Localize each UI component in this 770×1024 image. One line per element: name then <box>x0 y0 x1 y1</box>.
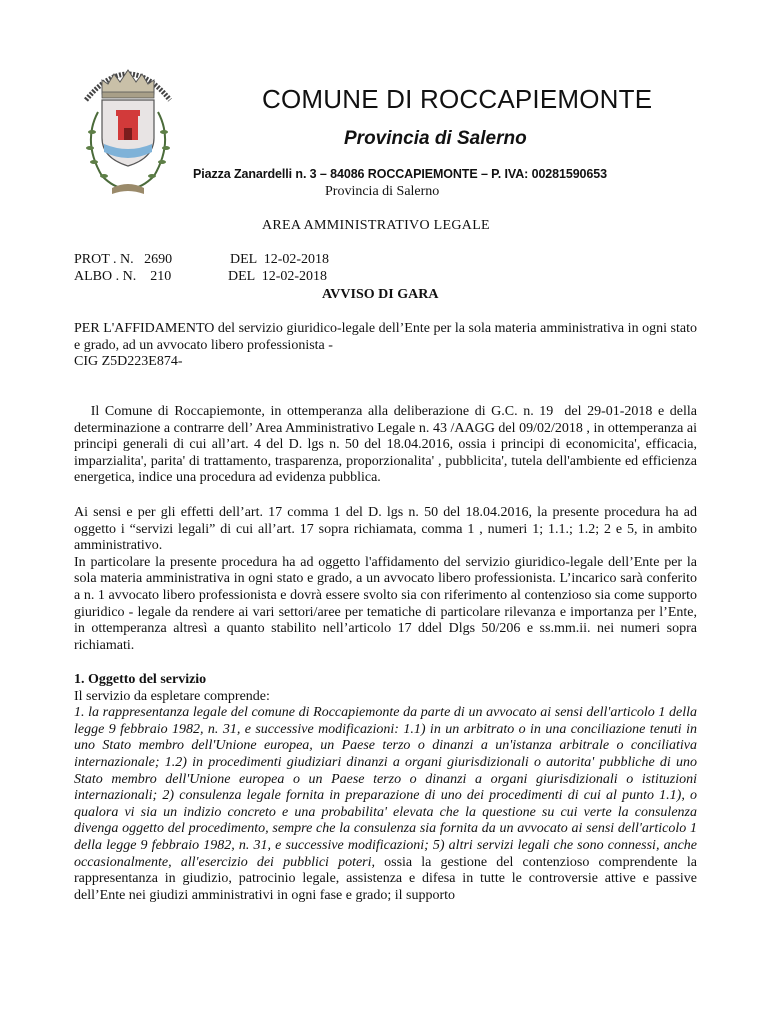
province-subtitle: Provincia di Salerno <box>344 128 527 149</box>
province-line: Provincia di Salerno <box>325 184 440 199</box>
cig-code: CIG Z5D223E874- <box>74 354 183 370</box>
protocol-date: DEL 12-02-2018 <box>230 252 330 267</box>
address-line: Piazza Zanardelli n. 3 – 84086 ROCCAPIEMONTE – P. IVA: 00281590653 <box>193 167 607 181</box>
section-italic-text: 1. la rappresentanza legale del comune di Roccapiemonte da parte di un avvocato ai sensi dell'articolo 1 della legge 9 febbraio 1982, n. 31, e successive modificazioni: 1.1) in un arbitrato o in una conciliazione tenuti in uno Stato membro dell'Unione europea, un Paese terzo o dinanzi a un'istanza arbitrale o conciliativa internazionale; 1.2) in procedimenti giudiziari dinanzi a organi giurisdizionali o autorita' pubbliche di uno Stato membro dell'Unione europea o un Paese terzo o dinanzi a organi giurisdizionali o istituzioni internazionali; 2) consulenza legale fornita in preparazione di uno dei procedimenti di cui al punto 1.1), o qualora vi sia un indizio concreto e una probabilita' elevata che la questione su cui verte la consulenza divenga oggetto del procedimento, sempre che la consulenza sia fornita da un avvocato ai sensi dell'articolo 1 della legge 9 febbraio 1982, n. 31, e successive modificazioni; 5) altri servizi legali che sono connessi, anche occasionalmente, all'esercizio dei pubblici poteri, <box>74 705 697 870</box>
coat-of-arms-icon <box>72 52 184 200</box>
section-intro: Il servizio da espletare comprende: <box>74 688 270 704</box>
protocol-number: PROT . N. 2690 <box>74 252 173 267</box>
municipality-title: COMUNE DI ROCCAPIEMONTE <box>262 84 653 114</box>
department-name: AREA AMMINISTRATIVO LEGALE <box>262 218 490 233</box>
albo-date: DEL 12-02-2018 <box>228 269 328 284</box>
subject-text: PER L'AFFIDAMENTO del servizio giuridico-legale dell’Ente per la sola materia amministrativa in ogni stato e grado, ad un avvocato libero professionista - <box>74 321 697 353</box>
paragraph-legal-basis: Ai sensi e per gli effetti dell’art. 17 comma 1 del D. lgs n. 50 del 18.04.2016, la presente procedura ha ad oggetto i “servizi legali” di cui all’art. 17 sopra richiamata, comma 1 , numeri 1; 1.1.; 1.2; 2 e 5, in ambito amministrativo. <box>74 505 697 554</box>
section-1 <box>74 672 697 904</box>
section-plain-text: ossia la gestione del contenzioso comprendente la rappresentanza in giudizio, patrocinio legale, assistenza e difesa in tutte le controversie attive e passive dell’Ente nei giudizi amministrativi in ogni fase e grado; il supporto <box>74 854 697 903</box>
paragraph-details: In particolare la presente procedura ha ad oggetto l'affidamento del servizio giuridico-legale dell’Ente per la sola materia amministrativa in ogni stato e grado, a un avvocato libero professionista. L’incarico sarà conferito a n. 1 avvocato libero professionista e dovrà essere svolto sia con riferimento al contenzioso sia come supporto giuridico - legale da rendere ai vari settori/aree per tematiche di particolare rilevanza e importanza per l’Ente, in ottemperanza altresì a quanto stabilito nell’articolo 17 ddel Dlgs 50/206 e ss.mm.ii. nei numeri sopra richiamati. <box>74 554 697 653</box>
subject-block <box>74 321 697 371</box>
albo-number: ALBO . N. 210 <box>74 269 172 284</box>
notice-title: AVVISO DI GARA <box>322 287 439 302</box>
section-heading: 1. Oggetto del servizio <box>74 672 207 687</box>
legal-basis-block <box>74 505 697 654</box>
paragraph-intro: Il Comune di Roccapiemonte, in ottemperanza alla deliberazione di G.C. n. 19 del 29-01-2018 e della determinazione a contrarre dell’ Area Amministrativo Legale n. 43 /AAGG del 09/02/2018 , in ottemperanza ai principi generali di cui all’art. 4 del D. lgs n. 50 del 18.04.2016, ossia i principi di economicita', efficacia, imparzialita', parita' di trattamento, trasparenza, proporzionalita' , pubblicita', tutela dell'ambiente ed efficienza energetica, indice una procedura ad evidenza pubblica. <box>74 404 701 486</box>
section-body <box>74 705 697 904</box>
